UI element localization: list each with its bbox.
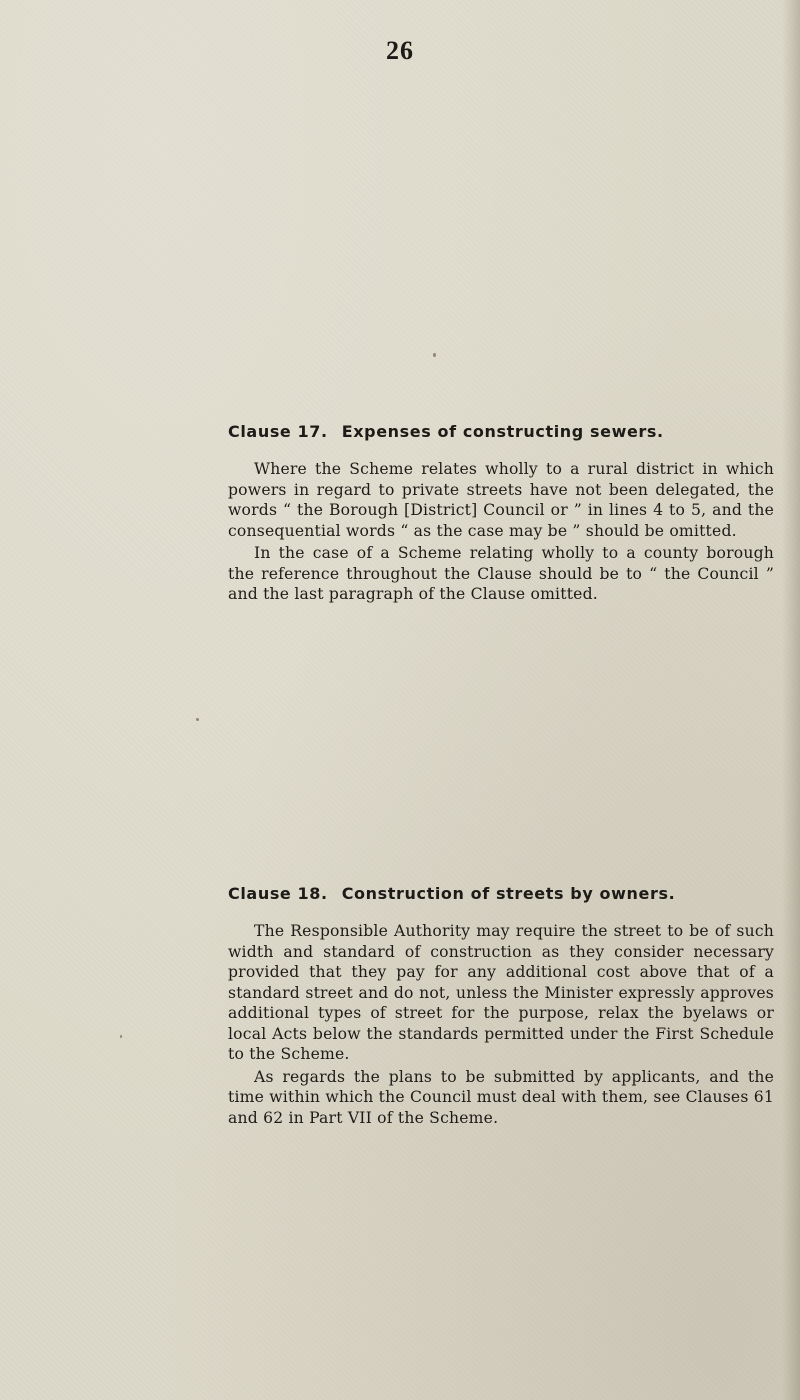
page-number: 26 (386, 36, 414, 65)
clause-18-number: Clause 18. (228, 884, 328, 903)
clause-17-heading (228, 422, 774, 441)
clause-18-paragraph-2: As regards the plans to be submitted by applicants, and the time within which the Council must deal with them, see Clauses 61 and 62 in Part VII of the Scheme. (228, 1067, 774, 1127)
clause-17-section (228, 422, 774, 607)
clause-17-paragraph-2: In the case of a Scheme relating wholly to a county borough the reference throughout the Clause should be to “ the Council ” and the last paragraph of the Clause omitted. (228, 544, 774, 603)
clause-17-number: Clause 17. (228, 422, 328, 441)
clause-17-paragraph-1: Where the Scheme relates wholly to a rural district in which powers in regard to private streets have not been delegated, the words “ the Borough [District] Council or ” in lines 4 to 5, and the consequential words “ as the case may be ” should be omitted. (228, 460, 774, 540)
page-edge-shadow (782, 0, 800, 1400)
clause-18-section (228, 884, 774, 1130)
clause-18-heading (228, 884, 774, 903)
paper-speck (196, 718, 199, 721)
paper-speck (120, 1035, 122, 1038)
paper-speck (433, 353, 436, 357)
clause-18-title: Construction of streets by owners. (341, 884, 676, 903)
clause-18-paragraph-1: The Responsible Authority may require the street to be of such width and standard of construction as they consider necessary provided that they pay for any additional cost above that of a standard street and do not, unless the Minister expressly approves additional types of street for the purpose, relax the byelaws or local Acts below the standards permitted under the First Schedule to the Scheme. (228, 922, 774, 1063)
clause-17-title: Expenses of constructing sewers. (341, 422, 664, 441)
